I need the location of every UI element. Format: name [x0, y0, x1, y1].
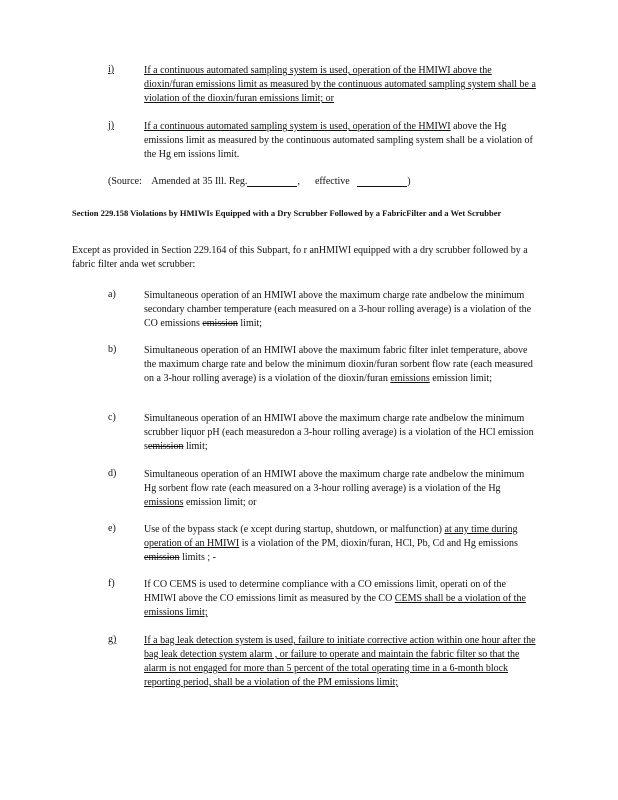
item-label: i)	[108, 64, 115, 75]
item-label: g)	[108, 634, 117, 645]
item-text-part: Simultaneous operation of an HMIWI above the maximum fabric filter inlet temperature, above the maximum charge rate and below the minimum dioxin/furan sorbent flow rate (each measured on a 3-hour rolling average) is a violation of the dioxin/furan	[144, 345, 533, 384]
underlined-text: at any time during operation of an HMIWI	[144, 524, 518, 549]
effective-blank	[357, 176, 407, 187]
item-label: j)	[108, 120, 115, 131]
item-label: f)	[108, 578, 115, 589]
source-prefix: (Source:	[108, 176, 142, 187]
item-text	[144, 578, 536, 620]
underlined-text: CEMS shall be a violation of the emissions limit;	[144, 593, 526, 618]
struck-text: emission	[202, 318, 238, 329]
item-text: If a bag leak detection system is used, failure to initiate corrective action within one hour after the bag leak detection system alarm , or failure to operate and maintain the fabric filter so that the alarm is not engaged for more than 5 percent of the total operating time in a 6-month block reporting period, shall be a violation of the PM emissions limit;	[144, 635, 536, 688]
item-text-part: Simultaneous operation of an HMIWI above the maximum charge rate andbelow the minimum scrubber liquor pH (each measuredon a 3-hour rolling average) is a violation of the HCl emission s	[144, 413, 534, 452]
item-text-part: is a violation of the PM, dioxin/furan, HCl, Pb, Cd and Hg emissions	[241, 538, 518, 549]
item-text-part: limits ; -	[182, 552, 216, 563]
item-label: e)	[108, 523, 116, 534]
struck-text: emission	[144, 552, 180, 563]
item-text	[144, 412, 536, 454]
item-text: If a continuous automated sampling system is used, operation of the HMIWI above the dioxin/furan emissions limit as measured by the continuous automated sampling system shall be a violation of the dioxin/furan emissions limit; or	[144, 65, 536, 104]
section-heading: Section 229.158 Violations by HMIWIs Equipped with a Dry Scrubber Followed by a FabricFilter and a Wet Scrubber	[72, 208, 502, 218]
item-label: d)	[108, 468, 117, 479]
item-label: c)	[108, 412, 116, 423]
item-text-part: limit;	[240, 318, 263, 329]
amended-blank	[247, 176, 297, 187]
item-text-part: emission limit; or	[185, 497, 257, 508]
item-text-rest: above the Hg emissions limit as measured by the continuous automated sampling system shall be a violation of the Hg em issions limit.	[144, 121, 533, 160]
item-label: a)	[108, 289, 116, 300]
intro-paragraph: Except as provided in Section 229.164 of this Subpart, fo r anHMIWI equipped with a dry scrubber followed by a fabric filter anda wet scrubber:	[72, 245, 528, 270]
underlined-text: emissions	[390, 373, 430, 384]
item-text-part: Use of the bypass stack (e xcept during startup, shutdown, or malfunction)	[144, 524, 442, 535]
item-text	[144, 344, 536, 386]
source-amended: Amended at 35 Ill. Reg.	[151, 176, 248, 187]
item-text	[144, 468, 536, 510]
item-text	[144, 523, 536, 565]
source-close: )	[407, 176, 411, 187]
struck-text: emission	[147, 441, 184, 452]
item-text	[144, 120, 540, 162]
item-text-underlined: If a continuous automated sampling system is used, operation of the HMIWI	[144, 121, 451, 132]
item-text-part: If CO CEMS is used to determine compliance with a CO emissions limit, operati on of the HMIWI above the CO emissions limit as measured by the CO	[144, 579, 506, 604]
source-note: (Source: Amended at 35 Ill. Reg. , effective )	[108, 176, 411, 187]
item-text-part: Simultaneous operation of an HMIWI above the maximum charge rate andbelow the minimum secondary chamber temperature (each measured on a 3-hour rolling average) is a violation of the CO emissions	[144, 290, 532, 329]
item-label: b)	[108, 344, 117, 355]
item-text-part: Simultaneous operation of an HMIWI above the maximum charge rate andbelow the minimum Hg sorbent flow rate (each measured on a 3-hour rolling average) is a violation of the Hg	[144, 469, 525, 494]
item-text	[144, 289, 536, 331]
item-text-part: limit;	[185, 441, 208, 452]
underlined-text: emissions	[144, 497, 184, 508]
item-text-part: emission limit;	[432, 373, 493, 384]
source-effective: effective	[314, 176, 350, 187]
